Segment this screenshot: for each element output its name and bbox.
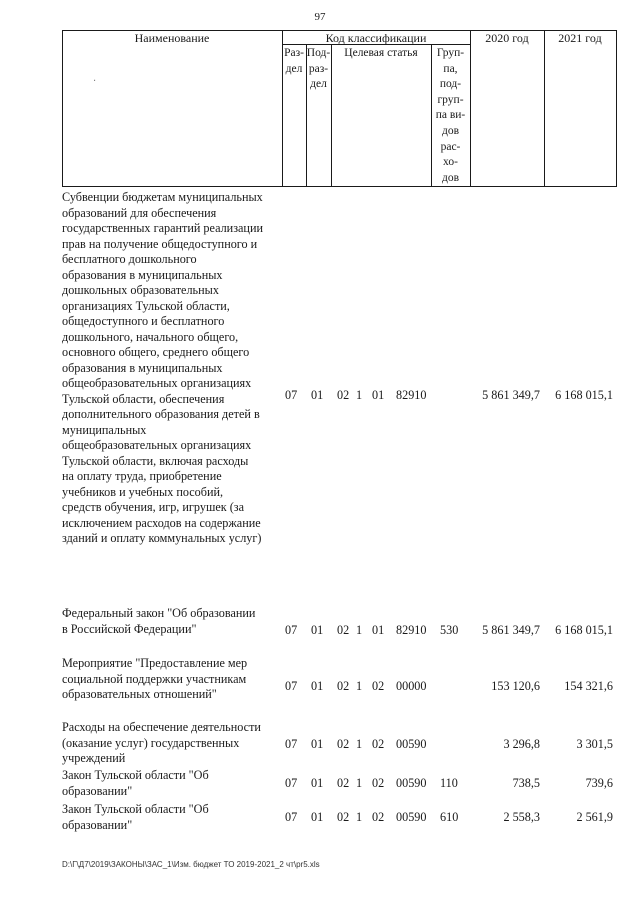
cell-year-2021: 6 168 015,1 [555,388,613,402]
cell-podrazdel: 01 [311,679,324,693]
cell-razdel: 07 [285,679,298,693]
cell-podrazdel: 01 [311,776,324,790]
cell-target-direction: 00000 [396,679,427,693]
cell-year-2021: 3 301,5 [576,737,613,751]
file-path-footer: D:\Г\Д7\2019\ЗАКОНЫ\ЗАС_1\Изм. бюджет ТО 2019-2021_2 чт\pr5.xls [62,860,320,869]
header-target: Целевая статья [344,47,418,59]
cell-podrazdel: 01 [311,388,324,402]
cell-year-2020: 3 296,8 [503,737,540,751]
row-values [0,809,640,825]
col-divider-right-edge [616,30,617,187]
header-bottom-border [62,186,617,187]
cell-target-subprogram: 1 [356,776,363,790]
row-name: Субвенции бюджетам муниципальных образований для обеспечения государственных гарантий реализации прав на получение общедоступного и бесплатного дошкольного образования в муниципальных дошкольных образовательных организациях Тульской области, общедоступного и бесплатного дошкольного, начального общего, основного общего, среднего общего образования в муниципальных общеобразовательных организациях Тульской области, обеспечения дополнительного образования детей в муниципальных общеобразовательных организациях Тульской области, включая расходы на оплату труда, приобретение учебников и учебных пособий, средств обучения, игр, игрушек (за исключением расходов на содержание зданий и оплату коммунальных услуг) [62,190,263,545]
page-number: 97 [314,11,326,23]
cell-razdel: 07 [285,810,298,824]
cell-year-2020: 738,5 [512,776,540,790]
cell-razdel: 07 [285,776,298,790]
cell-year-2020: 2 558,3 [503,810,540,824]
cell-target-direction: 00590 [396,810,427,824]
cell-year-2020: 5 861 349,7 [482,623,540,637]
cell-year-2021: 6 168 015,1 [555,623,613,637]
cell-year-2020: 153 120,6 [491,679,540,693]
row-values [0,678,640,694]
cell-target-program: 02 [337,737,350,751]
cell-target-direction: 82910 [396,623,427,637]
header-group: Груп- па, под- груп- па ви- дов рас- хо- дов [435,47,466,184]
col-divider-left-edge [62,30,63,187]
cell-year-2020: 5 861 349,7 [482,388,540,402]
header-year-2021: 2021 год [558,31,602,45]
cell-expense-group: 610 [440,810,459,824]
row-name: Расходы на обеспечение деятельности (оказание услуг) государственных учреждений [62,720,261,765]
cell-target-event: 02 [372,679,385,693]
header-code: Код классификации [325,31,427,45]
header-podrazdel: Под- раз- дел [306,47,331,90]
row-name: Мероприятие "Предоставление мер социальной поддержки участникам образовательных отношений" [62,656,248,701]
cell-target-program: 02 [337,679,350,693]
row-values [0,775,640,791]
cell-target-event: 01 [372,623,385,637]
cell-target-program: 02 [337,623,350,637]
cell-razdel: 07 [285,737,298,751]
row-name: Закон Тульской области "Об образовании" [62,802,209,832]
row-values [0,387,640,403]
cell-year-2021: 739,6 [585,776,613,790]
cell-target-program: 02 [337,776,350,790]
cell-target-program: 02 [337,810,350,824]
cell-target-event: 02 [372,737,385,751]
header-razdel: Раз- дел [284,47,304,75]
cell-razdel: 07 [285,388,298,402]
scan-mark: ‧ [93,76,97,87]
cell-target-subprogram: 1 [356,737,363,751]
cell-target-event: 02 [372,810,385,824]
row-name: Федеральный закон "Об образовании в Российской Федерации" [62,606,256,636]
row-values [0,622,640,638]
cell-target-subprogram: 1 [356,388,363,402]
cell-target-subprogram: 1 [356,623,363,637]
row-values [0,736,640,752]
cell-target-program: 02 [337,388,350,402]
col-divider-2020 [544,30,545,187]
col-divider-podrazdel [331,44,332,187]
cell-target-event: 02 [372,776,385,790]
cell-target-subprogram: 1 [356,810,363,824]
header-name: Наименование [134,31,210,45]
cell-podrazdel: 01 [311,623,324,637]
cell-year-2021: 2 561,9 [576,810,613,824]
cell-podrazdel: 01 [311,737,324,751]
row-name: Закон Тульской области "Об образовании" [62,768,209,798]
cell-target-event: 01 [372,388,385,402]
cell-target-direction: 00590 [396,737,427,751]
cell-year-2021: 154 321,6 [564,679,613,693]
cell-target-subprogram: 1 [356,679,363,693]
cell-expense-group: 530 [440,623,459,637]
col-divider-code [470,30,471,187]
cell-target-direction: 82910 [396,388,427,402]
cell-razdel: 07 [285,623,298,637]
cell-podrazdel: 01 [311,810,324,824]
cell-target-direction: 00590 [396,776,427,790]
cell-expense-group: 110 [440,776,458,790]
header-year-2020: 2020 год [485,31,529,45]
